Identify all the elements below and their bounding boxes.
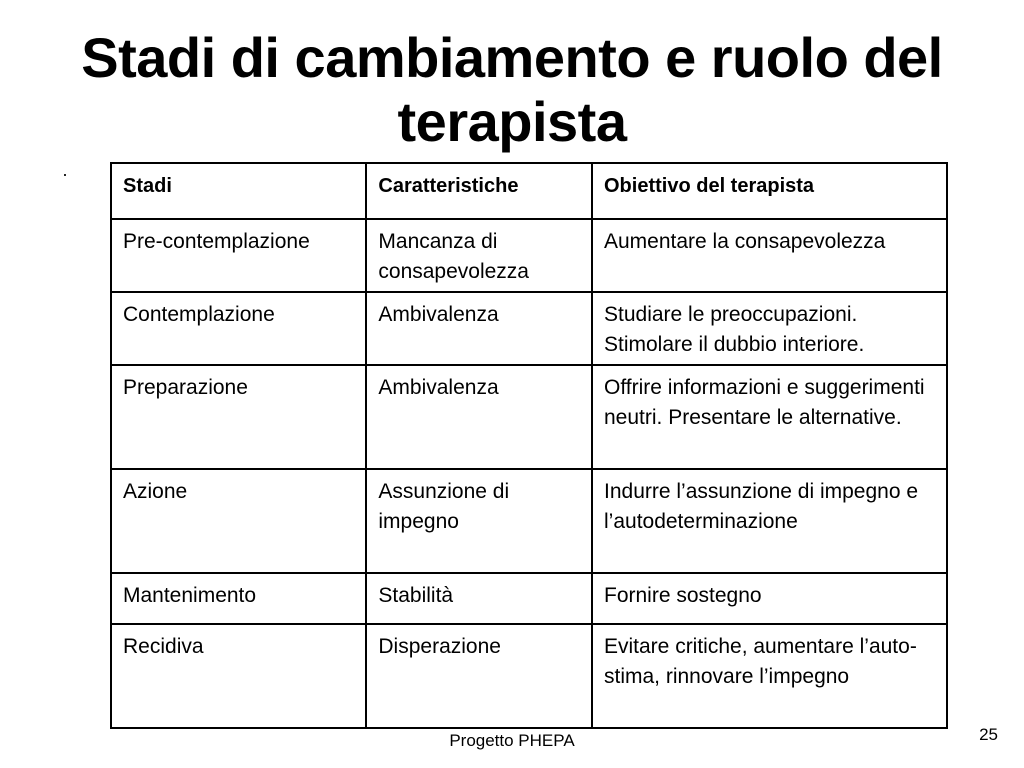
table-row [111,469,947,573]
header-stadi: Stadi [111,163,366,219]
cell-characteristic: Ambivalenza [366,292,592,365]
cell-objective: Indurre l’assunzione di impegno e l’autodeterminazione [592,469,947,573]
cell-objective: Evitare critiche, aumentare l’auto-stima, rinnovare l’impegno [592,624,947,728]
cell-stage: Contemplazione [111,292,366,365]
bullet-dot: · [62,164,68,184]
cell-objective: Fornire sostegno [592,573,947,624]
cell-characteristic: Ambivalenza [366,365,592,469]
table-row [111,219,947,292]
page-number: 25 [979,725,998,744]
slide-title: Stadi di cambiamento e ruolo del terapista [81,26,943,153]
cell-objective: Studiare le preoccupazioni. Stimolare il dubbio interiore. [592,292,947,365]
cell-stage: Mantenimento [111,573,366,624]
cell-objective: Aumentare la consapevolezza [592,219,947,292]
cell-stage: Pre-contemplazione [111,219,366,292]
table-row [111,573,947,624]
cell-characteristic: Stabilità [366,573,592,624]
header-obiettivo: Obiettivo del terapista [592,163,947,219]
cell-stage: Preparazione [111,365,366,469]
cell-characteristic: Assunzione di impegno [366,469,592,573]
stages-table [110,162,948,729]
table-row [111,292,947,365]
table-row [111,624,947,728]
footer-text: Progetto PHEPA [449,731,575,750]
header-caratteristiche: Caratteristiche [366,163,592,219]
cell-stage: Recidiva [111,624,366,728]
table-row [111,365,947,469]
cell-characteristic: Disperazione [366,624,592,728]
cell-characteristic: Mancanza di consapevolezza [366,219,592,292]
cell-stage: Azione [111,469,366,573]
cell-objective: Offrire informazioni e suggerimenti neutri. Presentare le alternative. [592,365,947,469]
table-header-row [111,163,947,219]
